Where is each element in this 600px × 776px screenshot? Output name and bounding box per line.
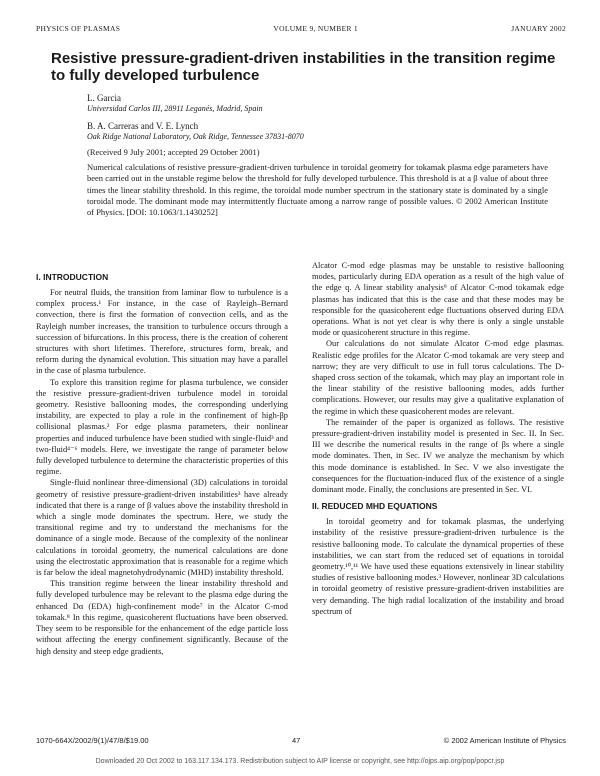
intro-paragraph-4: This transition regime between the linear instability threshold and fully developed turbulence may be relevant to the plasma edge during the enhanced Dα (EDA) high-confinement mode⁷ in the Alcator C-mod tokamak.⁸ In this regime, quasicoherent fluctuations have been observed. They seem to be responsible for the enhancement of the edge particle loss without affecting the energy confinement significantly. Because of the high density and steep edge gradients, — [36, 579, 288, 656]
right-column — [312, 260, 564, 617]
right-paragraph-3: The remainder of the paper is organized as follows. The resistive pressure-gradient-driven instability model is presented in Sec. II. In Sec. III we describe the numerical results in the range of βs where a single mode dominates. Then, in Sec. IV we analyze the mechanism by which this mode dominance is established. In Sec. V we also investigate the consequences for the fluctuation-induced flux of the existence of a single dominant mode. Finally, the conclusions are presented in Sec. VI. — [312, 417, 564, 495]
page-number: 47 — [291, 736, 301, 745]
issue-date: JANUARY 2002 — [511, 24, 566, 33]
right-paragraph-1: Alcator C-mod edge plasmas may be unstable to resistive ballooning modes, particularly during EDA operation as a result of the high value of the edge q. A linear stability analysis⁹ of Alcator C-mod tokamak edge plasmas has indicated that this is the case and that these modes may be responsible for the quasicoherent edge fluctuations observed during EDA operations. What is not yet clear is why there is only a single unstable mode or quasicoherent structure in this regime. — [312, 261, 564, 338]
intro-paragraph-2: To explore this transition regime for plasma turbulence, we consider the resistive pressure-gradient-driven turbulence model in toroidal geometry. Resistive ballooning modes, the corresponding underlying instability, are expected to play a role in the confinement of high-βp collisional plasmas.² For edge plasma parameters, their nonlinear properties and induced turbulence have been studied with single-fluid³ and two-fluid⁴⁻⁶ models. Here, we investigate the range of parameter below fully developed turbulence to determine the characteristic properties of this regime. — [36, 377, 288, 477]
affiliation-1: Universidad Carlos III, 28911 Leganés, Madrid, Spain — [87, 104, 263, 113]
page-footer — [36, 736, 566, 745]
volume-number: VOLUME 9, NUMBER 1 — [273, 24, 358, 33]
left-column — [36, 272, 288, 657]
copyright: © 2002 American Institute of Physics — [443, 736, 566, 745]
journal-name: PHYSICS OF PLASMAS — [36, 24, 121, 33]
author-2: B. A. Carreras and V. E. Lynch — [87, 121, 199, 131]
intro-heading: I. INTRODUCTION — [36, 272, 109, 282]
abstract: Numerical calculations of resistive pressure-gradient-driven turbulence in toroidal geometry for tokamak plasma edge parameters have been carried out in the unstable regime below the threshold for fully developed turbulence. This threshold is at a β value of about three times the linear stability threshold. In this regime, the toroidal mode number spectrum in the stationary state is dominated by a single toroidal mode. The dominant mode may intermittently fluctuate among a narrow range of possible values. © 2002 American Institute of Physics. [DOI: 10.1063/1.1430252] — [87, 162, 548, 218]
running-head — [36, 24, 566, 33]
intro-paragraph-1: For neutral fluids, the transition from laminar flow to turbulence is a complex process.¹ For instance, in the case of Rayleigh–Bernard convection, there is first the formation of convection cells, and as the Rayleigh number increases, the transition to turbulence occurs through a succession of bifurcations. In this process, there is the creation of coherent structures with short lifetimes. Therefore, structures form, break, and reform during the dynamical evolution. This situation may have a parallel in the case of plasma turbulence. — [36, 288, 288, 376]
section-2-paragraph-1: In toroidal geometry and for tokamak plasmas, the underlying instability of the resistive pressure-gradient-driven turbulence is the resistive ballooning mode. To calculate the dynamical properties of these instabilities, we can start from the reduced set of equations in toroidal geometry.¹⁰,¹¹ We have used these equations extensively in linear stability studies of resistive ballooning modes.³ However, nonlinear 3D calculations in toroidal geometry of resistive pressure-gradient-driven instabilities are very demanding. The high radial localization of the instability and broad spectrum of — [312, 517, 564, 616]
affiliation-2: Oak Ridge National Laboratory, Oak Ridge, Tennessee 37831-8070 — [87, 132, 304, 141]
right-paragraph-2: Our calculations do not simulate Alcator C-mod edge plasmas. Realistic edge profiles for the Alcator C-mod tokamak are very steep and narrow; they are very difficult to use in full torus calculations. The D-shaped cross section of the tokamak, which may play an important role in the linear stability of the resistive ballooning modes, adds further complications. However, our results may give a qualitative explanation of the regime in which these quasicoherent modes are relevant. — [312, 339, 564, 416]
download-notice: Downloaded 20 Oct 2002 to 163.117.134.173. Redistribution subject to AIP license or copyright, see http://ojps.aip.org/pop/popcr.jsp — [95, 758, 505, 765]
intro-paragraph-3: Single-fluid nonlinear three-dimensional (3D) calculations in toroidal geometry of resistive pressure-gradient-driven instabilities³ have already indicated that there is a range of β values above the instability threshold in which a single mode dominates the spectrum. Here, we study the transitional regime and try to understand the mechanisms for the dominance of a single mode. Because of the complexity of the nonlinear calculations in toroidal geometry, the numerical calculations are done using the electrostatic approximation that is reasonable for a regime which is far below the ideal magnetohydrodynamic (MHD) instability threshold. — [36, 478, 288, 578]
section-2-heading: II. REDUCED MHD EQUATIONS — [312, 501, 438, 512]
article-code: 1070-664X/2002/9(1)/47/8/$19.00 — [36, 736, 149, 745]
paper-title: Resistive pressure-gradient-driven instabilities in the transition regime to fully developed turbulence — [51, 50, 556, 84]
received-dates: (Received 9 July 2001; accepted 29 October 2001) — [87, 147, 260, 157]
author-1: L. Garcia — [87, 93, 121, 103]
